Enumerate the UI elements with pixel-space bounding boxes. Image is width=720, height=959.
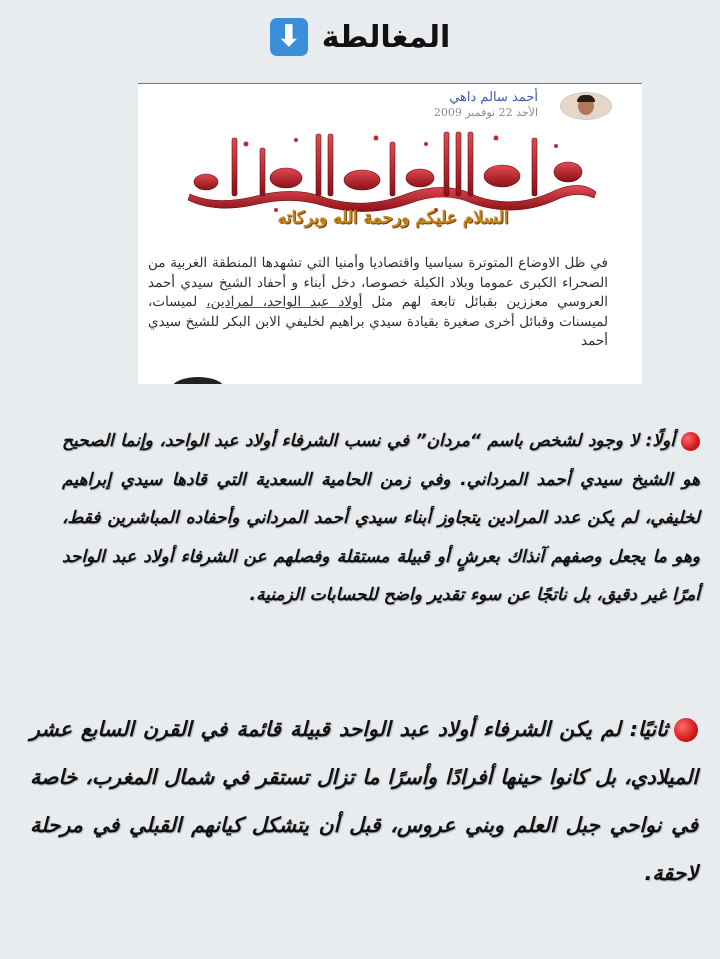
underlined-text: أولاد عبد الواحد، لمرادين،: [206, 294, 363, 311]
paragraph-first: أولًا: لا وجود لشخص باسم “مردان” في نسب الشرفاء أولاد عبد الواحد، وإنما الصحيح هو الشيخ سيدي أحمد المرداني. وفي زمن الحامية السعدية التي قادها سيدي إبراهيم لخليفي، لم يكن عدد المرادين يتجاوز أبناء سيدي أحمد المرداني وأحفاده المباشرين فقط، وهو ما يجعل وصفهم آنذاك بعرشٍ أو قبيلة مستقلة وفصلهم عن الشرفاء أولاد عبد الواحد أمرًا غير دقيق، بل ناتجًا عن سوء تقدير واضح للحسابات الزمنية.: [62, 431, 700, 605]
post-date: الأحد 22 نوفمبر 2009: [433, 106, 538, 119]
down-arrow-icon: ⬇: [270, 18, 308, 56]
author-avatar: [560, 92, 612, 120]
page-title: المغالطة: [321, 19, 451, 55]
basmala-calligraphy: [176, 124, 608, 212]
post-author-name: أحمد سالم داهي: [449, 90, 538, 105]
red-circle-icon: [681, 432, 700, 451]
page-title-row: [0, 18, 720, 56]
post-body-text: في ظل الاوضاع المتوترة سياسيا واقتصاديا وأمنيا التي تشهدها المنطقة الغربية من الصحراء الكبرى عموما وبلاد الكبلة خصوصا، دخل أبناء و أحفاد الشيخ سيدي أحمد العروسي معززين بقبائل تابعة لهم مثل أولاد عبد الواحد، لمرادين، لميسات، لميسنات وقبائل أخرى صغيرة بقيادة سيدي براهيم لخليفي الابن البكر للشيخ سيدي أحمد: [148, 255, 608, 350]
embedded-post-screenshot: [138, 83, 642, 384]
greeting-text: السلام عليكم ورحمة الله وبركاته: [277, 208, 509, 228]
paragraph-second: ثانيًا: لم يكن الشرفاء أولاد عبد الواحد قبيلة قائمة في القرن السابع عشر الميلادي، بل كانوا حينها أفرادًا وأسرًا ما تزال تستقر في شمال المغرب، خاصة في نواحي جبل العلم وبني عروس، قبل أن يتشكل كيانهم القبلي في مرحلة لاحقة.: [30, 717, 698, 885]
red-circle-icon: [674, 718, 698, 742]
